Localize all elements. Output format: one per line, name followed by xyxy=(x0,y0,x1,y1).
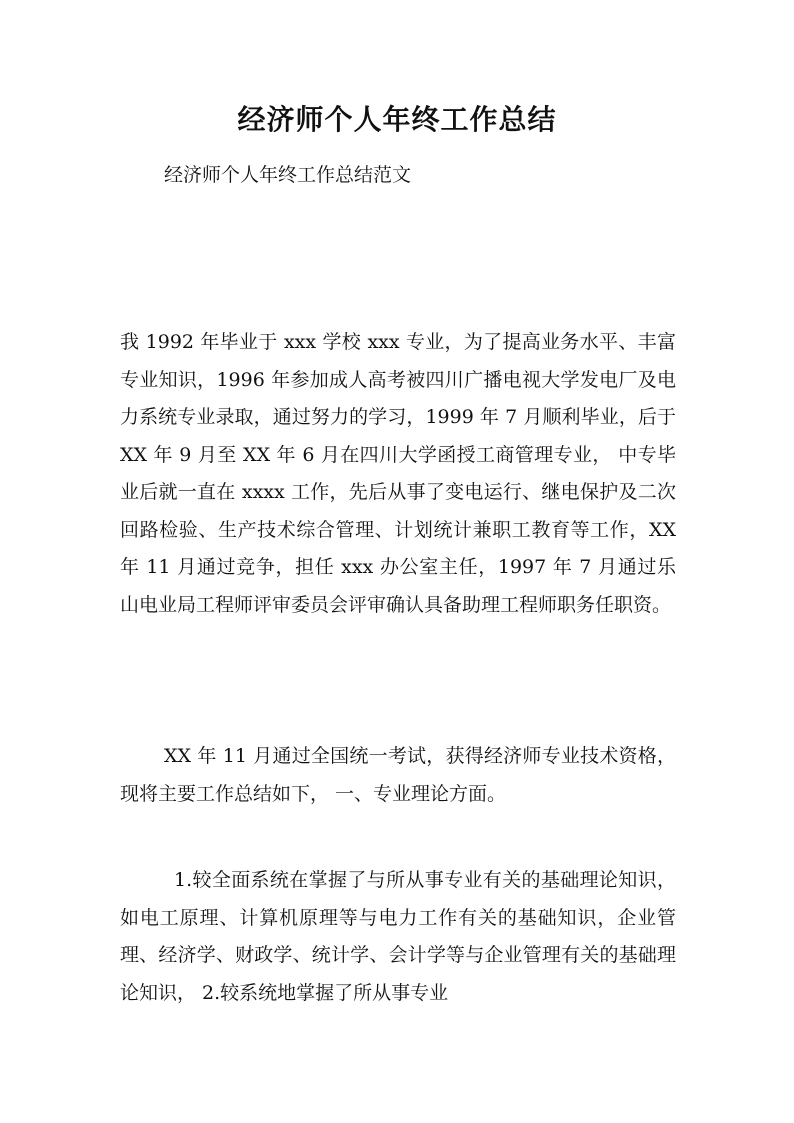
document-title: 经济师个人年终工作总结 xyxy=(237,103,557,136)
paragraph-3: 1.较全面系统在掌握了与所从事专业有关的基础理论知识，如电工原理、计算机原理等与电力工作有关的基础知识，企业管理、经济学、财政学、统计学、会计学等与企业管理有关的基础理论知识， 2.较系统地掌握了所从事专业 xyxy=(120,869,676,1004)
paragraph-2: XX 年 11 月通过全国统一考试，获得经济师专业技术资格，现将主要工作总结如下， 一、专业理论方面。 xyxy=(120,745,676,805)
paragraph-1: 我 1992 年毕业于 xxx 学校 xxx 专业，为了提高业务水平、丰富专业知识，1996 年参加成人高考被四川广播电视大学发电厂及电力系统专业录取，通过努力的学习，1999 年 7 月顺利毕业，后于 XX 年 9 月至 XX 年 6 月在四川大学函授工商管理专业， 中专毕业后就一直在 xxxx 工作，先后从事了变电运行、继电保护及二次回路检验、生产技术综合管理、计划统计兼职工教育等工作，XX 年 11 月通过竞争，担任 xxx 办公室主任，1997 年 7 月通过乐山电业局工程师评审委员会评审确认具备助理工程师职务任职资。 xyxy=(120,331,676,616)
document-subtitle: 经济师个人年终工作总结范文 xyxy=(164,164,412,186)
